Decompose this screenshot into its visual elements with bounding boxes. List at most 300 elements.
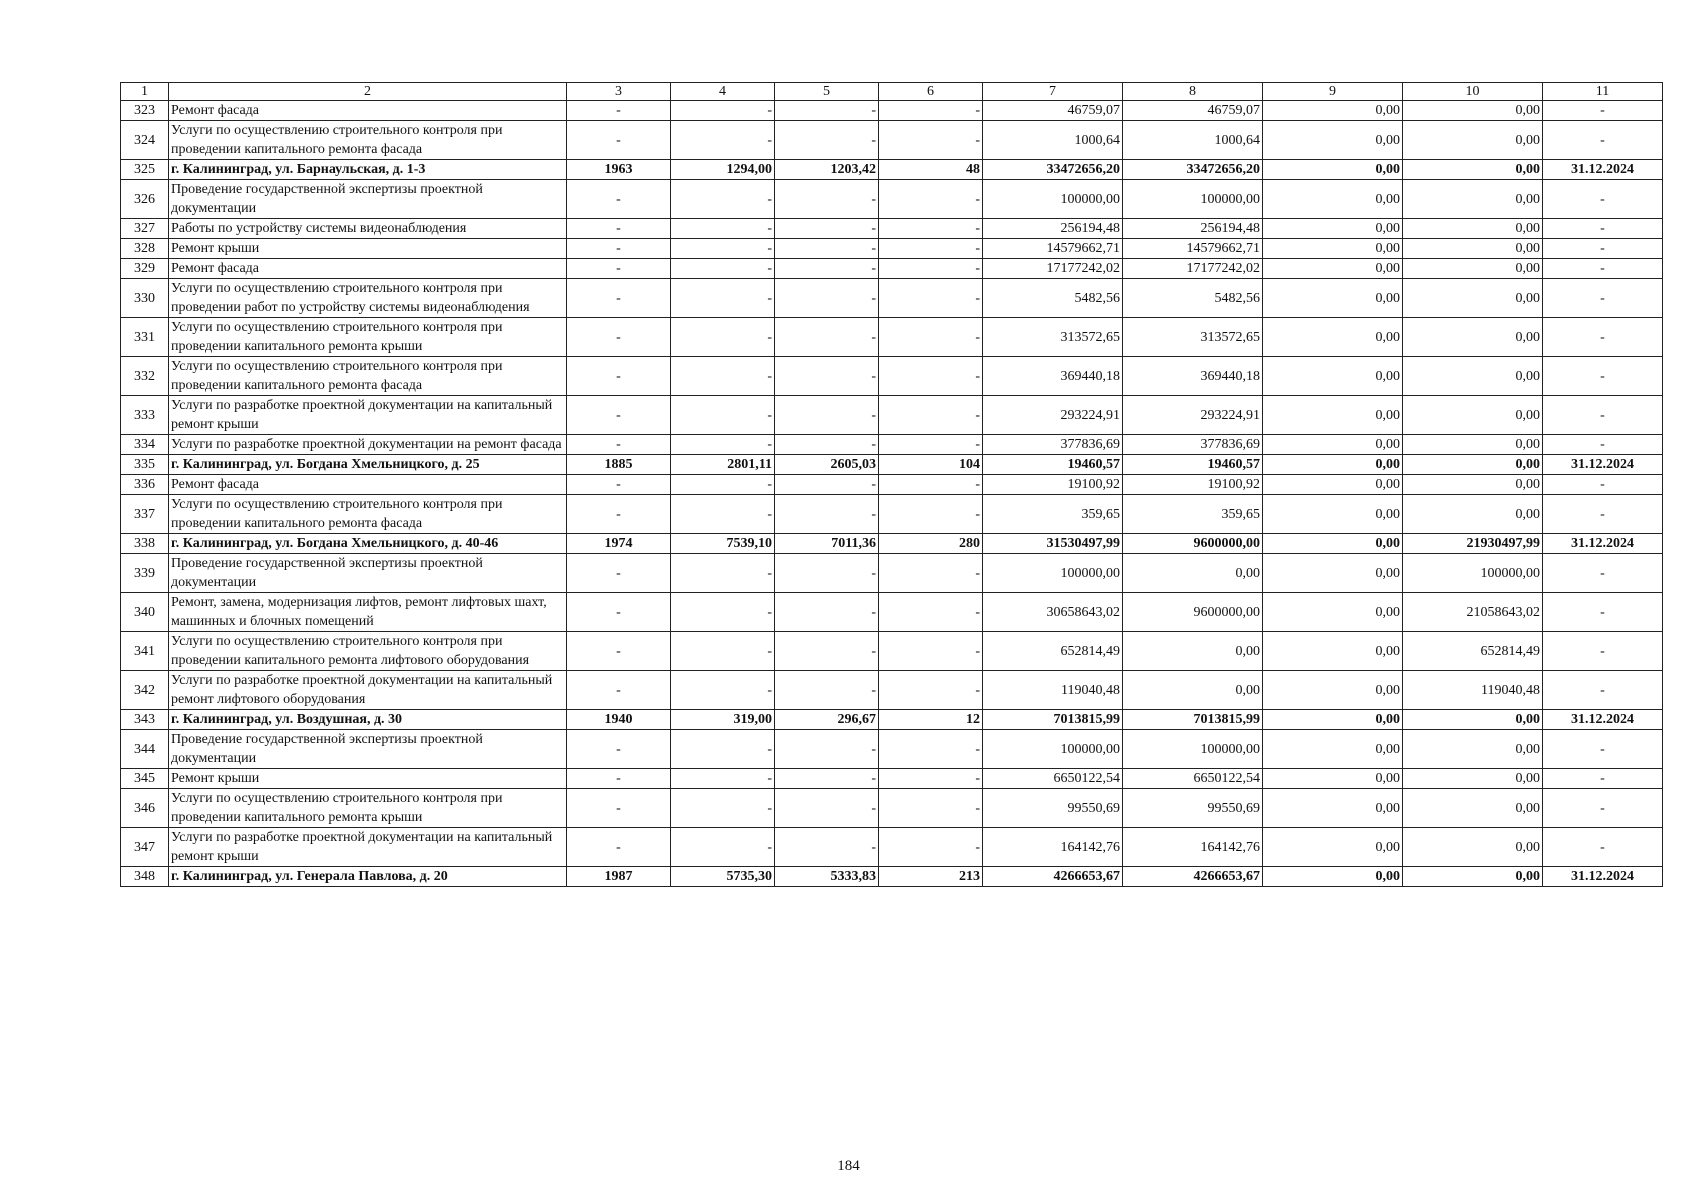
col-9-cell: 0,00 xyxy=(1263,259,1403,279)
col-8-cell: 19460,57 xyxy=(1123,455,1263,475)
col-10-cell: 0,00 xyxy=(1403,239,1543,259)
col-10-cell: 0,00 xyxy=(1403,357,1543,396)
col-7-cell: 46759,07 xyxy=(983,101,1123,121)
col-9-cell: 0,00 xyxy=(1263,632,1403,671)
table-body xyxy=(121,83,1663,887)
col-7-cell: 14579662,71 xyxy=(983,239,1123,259)
col-9-cell: 0,00 xyxy=(1263,455,1403,475)
row-description: Работы по устройству системы видеонаблюдения xyxy=(169,219,567,239)
col-9-cell: 0,00 xyxy=(1263,435,1403,455)
col-7-cell: 7013815,99 xyxy=(983,710,1123,730)
col-10-cell: 0,00 xyxy=(1403,259,1543,279)
row-number: 342 xyxy=(121,671,169,710)
col-4-cell: 5735,30 xyxy=(671,867,775,887)
col-8-cell: 0,00 xyxy=(1123,632,1263,671)
col-8-cell: 1000,64 xyxy=(1123,121,1263,160)
row-number: 345 xyxy=(121,769,169,789)
column-header: 8 xyxy=(1123,83,1263,101)
col-9-cell: 0,00 xyxy=(1263,769,1403,789)
col-7-cell: 652814,49 xyxy=(983,632,1123,671)
col-3-cell: - xyxy=(567,475,671,495)
col-10-cell: 119040,48 xyxy=(1403,671,1543,710)
col-5-cell: - xyxy=(775,279,879,318)
col-11-cell: 31.12.2024 xyxy=(1543,534,1663,554)
col-8-cell: 293224,91 xyxy=(1123,396,1263,435)
table-row xyxy=(121,121,1663,160)
column-header: 10 xyxy=(1403,83,1543,101)
col-8-cell: 0,00 xyxy=(1123,554,1263,593)
col-3-cell: 1885 xyxy=(567,455,671,475)
col-5-cell: - xyxy=(775,121,879,160)
col-7-cell: 33472656,20 xyxy=(983,160,1123,180)
page-number: 184 xyxy=(837,1158,860,1174)
col-8-cell: 313572,65 xyxy=(1123,318,1263,357)
col-10-cell: 0,00 xyxy=(1403,455,1543,475)
col-11-cell: - xyxy=(1543,279,1663,318)
col-4-cell: - xyxy=(671,259,775,279)
row-description: г. Калининград, ул. Воздушная, д. 30 xyxy=(169,710,567,730)
table-row xyxy=(121,475,1663,495)
col-10-cell: 0,00 xyxy=(1403,396,1543,435)
col-11-cell: - xyxy=(1543,121,1663,160)
row-description: г. Калининград, ул. Богдана Хмельницкого, д. 40-46 xyxy=(169,534,567,554)
table-row xyxy=(121,730,1663,769)
col-11-cell: - xyxy=(1543,396,1663,435)
col-4-cell: - xyxy=(671,396,775,435)
col-4-cell: - xyxy=(671,730,775,769)
table-row xyxy=(121,828,1663,867)
col-8-cell: 256194,48 xyxy=(1123,219,1263,239)
table-row xyxy=(121,534,1663,554)
col-4-cell: - xyxy=(671,593,775,632)
col-9-cell: 0,00 xyxy=(1263,671,1403,710)
col-11-cell: - xyxy=(1543,357,1663,396)
col-10-cell: 0,00 xyxy=(1403,730,1543,769)
col-5-cell: - xyxy=(775,475,879,495)
col-6-cell: 213 xyxy=(879,867,983,887)
col-11-cell: - xyxy=(1543,769,1663,789)
column-header: 1 xyxy=(121,83,169,101)
col-8-cell: 369440,18 xyxy=(1123,357,1263,396)
col-11-cell: - xyxy=(1543,554,1663,593)
column-number-header-row xyxy=(121,83,1663,101)
col-3-cell: 1987 xyxy=(567,867,671,887)
col-8-cell: 19100,92 xyxy=(1123,475,1263,495)
col-8-cell: 33472656,20 xyxy=(1123,160,1263,180)
col-3-cell: - xyxy=(567,435,671,455)
row-description: Услуги по осуществлению строительного контроля при проведении работ по устройству системы видеонаблюдения xyxy=(169,279,567,318)
row-description: Услуги по разработке проектной документации на капитальный ремонт крыши xyxy=(169,828,567,867)
col-3-cell: 1974 xyxy=(567,534,671,554)
col-5-cell: 5333,83 xyxy=(775,867,879,887)
col-5-cell: 7011,36 xyxy=(775,534,879,554)
col-5-cell: - xyxy=(775,789,879,828)
col-5-cell: - xyxy=(775,435,879,455)
col-4-cell: - xyxy=(671,101,775,121)
col-5-cell: - xyxy=(775,219,879,239)
col-3-cell: - xyxy=(567,279,671,318)
col-9-cell: 0,00 xyxy=(1263,495,1403,534)
row-description: Проведение государственной экспертизы проектной документации xyxy=(169,180,567,219)
col-9-cell: 0,00 xyxy=(1263,396,1403,435)
table-row xyxy=(121,593,1663,632)
row-number: 333 xyxy=(121,396,169,435)
col-9-cell: 0,00 xyxy=(1263,593,1403,632)
col-9-cell: 0,00 xyxy=(1263,475,1403,495)
col-4-cell: - xyxy=(671,475,775,495)
col-4-cell: - xyxy=(671,357,775,396)
col-3-cell: - xyxy=(567,769,671,789)
col-6-cell: - xyxy=(879,357,983,396)
col-10-cell: 0,00 xyxy=(1403,495,1543,534)
col-11-cell: - xyxy=(1543,239,1663,259)
row-description: Ремонт фасада xyxy=(169,475,567,495)
col-4-cell: - xyxy=(671,671,775,710)
col-11-cell: - xyxy=(1543,259,1663,279)
col-3-cell: - xyxy=(567,789,671,828)
col-3-cell: - xyxy=(567,101,671,121)
col-6-cell: - xyxy=(879,435,983,455)
table-row xyxy=(121,671,1663,710)
col-6-cell: 12 xyxy=(879,710,983,730)
col-6-cell: - xyxy=(879,769,983,789)
col-9-cell: 0,00 xyxy=(1263,828,1403,867)
row-number: 326 xyxy=(121,180,169,219)
col-11-cell: 31.12.2024 xyxy=(1543,455,1663,475)
col-5-cell: - xyxy=(775,495,879,534)
col-8-cell: 164142,76 xyxy=(1123,828,1263,867)
col-4-cell: - xyxy=(671,495,775,534)
col-8-cell: 9600000,00 xyxy=(1123,593,1263,632)
column-header: 7 xyxy=(983,83,1123,101)
table-row xyxy=(121,789,1663,828)
col-6-cell: 104 xyxy=(879,455,983,475)
row-number: 332 xyxy=(121,357,169,396)
row-description: г. Калининград, ул. Барнаульская, д. 1-3 xyxy=(169,160,567,180)
col-4-cell: - xyxy=(671,180,775,219)
col-7-cell: 119040,48 xyxy=(983,671,1123,710)
col-5-cell: 2605,03 xyxy=(775,455,879,475)
col-11-cell: - xyxy=(1543,593,1663,632)
col-5-cell: - xyxy=(775,828,879,867)
col-6-cell: - xyxy=(879,730,983,769)
col-8-cell: 4266653,67 xyxy=(1123,867,1263,887)
col-5-cell: - xyxy=(775,180,879,219)
row-number: 343 xyxy=(121,710,169,730)
col-11-cell: - xyxy=(1543,101,1663,121)
col-7-cell: 31530497,99 xyxy=(983,534,1123,554)
col-5-cell: - xyxy=(775,554,879,593)
col-6-cell: - xyxy=(879,396,983,435)
col-6-cell: - xyxy=(879,219,983,239)
col-7-cell: 4266653,67 xyxy=(983,867,1123,887)
col-7-cell: 1000,64 xyxy=(983,121,1123,160)
col-4-cell: - xyxy=(671,318,775,357)
col-11-cell: 31.12.2024 xyxy=(1543,867,1663,887)
col-6-cell: 48 xyxy=(879,160,983,180)
col-11-cell: 31.12.2024 xyxy=(1543,710,1663,730)
col-5-cell: - xyxy=(775,671,879,710)
col-7-cell: 100000,00 xyxy=(983,180,1123,219)
col-3-cell: - xyxy=(567,730,671,769)
row-number: 341 xyxy=(121,632,169,671)
col-9-cell: 0,00 xyxy=(1263,160,1403,180)
table-row xyxy=(121,435,1663,455)
col-6-cell: - xyxy=(879,554,983,593)
col-11-cell: - xyxy=(1543,318,1663,357)
col-5-cell: - xyxy=(775,769,879,789)
col-9-cell: 0,00 xyxy=(1263,710,1403,730)
row-description: Услуги по разработке проектной документации на ремонт фасада xyxy=(169,435,567,455)
document-table-wrapper xyxy=(120,82,1662,887)
row-description: г. Калининград, ул. Богдана Хмельницкого, д. 25 xyxy=(169,455,567,475)
col-8-cell: 100000,00 xyxy=(1123,730,1263,769)
column-header: 2 xyxy=(169,83,567,101)
col-7-cell: 359,65 xyxy=(983,495,1123,534)
row-number: 337 xyxy=(121,495,169,534)
col-7-cell: 19460,57 xyxy=(983,455,1123,475)
table-row xyxy=(121,160,1663,180)
row-description: Проведение государственной экспертизы проектной документации xyxy=(169,730,567,769)
col-8-cell: 377836,69 xyxy=(1123,435,1263,455)
row-number: 328 xyxy=(121,239,169,259)
col-5-cell: - xyxy=(775,101,879,121)
col-11-cell: - xyxy=(1543,671,1663,710)
col-3-cell: - xyxy=(567,219,671,239)
col-10-cell: 0,00 xyxy=(1403,318,1543,357)
col-11-cell: - xyxy=(1543,180,1663,219)
col-5-cell: - xyxy=(775,396,879,435)
col-10-cell: 0,00 xyxy=(1403,769,1543,789)
col-3-cell: - xyxy=(567,259,671,279)
col-9-cell: 0,00 xyxy=(1263,730,1403,769)
col-8-cell: 359,65 xyxy=(1123,495,1263,534)
row-description: Услуги по осуществлению строительного контроля при проведении капитального ремонта фасада xyxy=(169,495,567,534)
row-description: Ремонт крыши xyxy=(169,239,567,259)
col-3-cell: - xyxy=(567,593,671,632)
col-7-cell: 100000,00 xyxy=(983,730,1123,769)
row-description: Ремонт фасада xyxy=(169,259,567,279)
col-4-cell: - xyxy=(671,279,775,318)
row-number: 347 xyxy=(121,828,169,867)
row-description: Услуги по осуществлению строительного контроля при проведении капитального ремонта лифтового оборудования xyxy=(169,632,567,671)
row-description: Проведение государственной экспертизы проектной документации xyxy=(169,554,567,593)
col-10-cell: 0,00 xyxy=(1403,279,1543,318)
col-4-cell: 1294,00 xyxy=(671,160,775,180)
col-7-cell: 164142,76 xyxy=(983,828,1123,867)
col-6-cell: - xyxy=(879,180,983,219)
col-4-cell: - xyxy=(671,239,775,259)
col-3-cell: - xyxy=(567,396,671,435)
table-row xyxy=(121,455,1663,475)
col-5-cell: - xyxy=(775,318,879,357)
table-row xyxy=(121,632,1663,671)
col-6-cell: - xyxy=(879,101,983,121)
col-9-cell: 0,00 xyxy=(1263,279,1403,318)
col-9-cell: 0,00 xyxy=(1263,180,1403,219)
col-5-cell: - xyxy=(775,239,879,259)
row-description: Услуги по осуществлению строительного контроля при проведении капитального ремонта крыши xyxy=(169,318,567,357)
col-10-cell: 0,00 xyxy=(1403,160,1543,180)
col-6-cell: - xyxy=(879,259,983,279)
col-5-cell: - xyxy=(775,357,879,396)
row-description: Услуги по разработке проектной документации на капитальный ремонт крыши xyxy=(169,396,567,435)
col-3-cell: - xyxy=(567,554,671,593)
col-9-cell: 0,00 xyxy=(1263,789,1403,828)
col-5-cell: 296,67 xyxy=(775,710,879,730)
col-3-cell: 1940 xyxy=(567,710,671,730)
col-11-cell: - xyxy=(1543,730,1663,769)
column-header: 6 xyxy=(879,83,983,101)
col-10-cell: 21058643,02 xyxy=(1403,593,1543,632)
col-11-cell: - xyxy=(1543,495,1663,534)
table-row xyxy=(121,259,1663,279)
col-7-cell: 313572,65 xyxy=(983,318,1123,357)
col-11-cell: - xyxy=(1543,828,1663,867)
table-row xyxy=(121,239,1663,259)
col-6-cell: - xyxy=(879,318,983,357)
col-6-cell: - xyxy=(879,495,983,534)
column-header: 4 xyxy=(671,83,775,101)
col-8-cell: 46759,07 xyxy=(1123,101,1263,121)
col-9-cell: 0,00 xyxy=(1263,219,1403,239)
col-4-cell: - xyxy=(671,789,775,828)
col-6-cell: 280 xyxy=(879,534,983,554)
col-7-cell: 377836,69 xyxy=(983,435,1123,455)
col-9-cell: 0,00 xyxy=(1263,534,1403,554)
row-description: г. Калининград, ул. Генерала Павлова, д. 20 xyxy=(169,867,567,887)
row-description: Услуги по осуществлению строительного контроля при проведении капитального ремонта фасада xyxy=(169,357,567,396)
row-number: 324 xyxy=(121,121,169,160)
col-7-cell: 17177242,02 xyxy=(983,259,1123,279)
col-8-cell: 9600000,00 xyxy=(1123,534,1263,554)
col-6-cell: - xyxy=(879,828,983,867)
col-4-cell: - xyxy=(671,435,775,455)
col-8-cell: 5482,56 xyxy=(1123,279,1263,318)
col-6-cell: - xyxy=(879,279,983,318)
col-10-cell: 0,00 xyxy=(1403,475,1543,495)
col-8-cell: 6650122,54 xyxy=(1123,769,1263,789)
row-description: Услуги по осуществлению строительного контроля при проведении капитального ремонта фасада xyxy=(169,121,567,160)
table-row xyxy=(121,357,1663,396)
row-description: Ремонт, замена, модернизация лифтов, ремонт лифтовых шахт, машинных и блочных помещений xyxy=(169,593,567,632)
col-3-cell: - xyxy=(567,671,671,710)
col-9-cell: 0,00 xyxy=(1263,318,1403,357)
col-11-cell: - xyxy=(1543,219,1663,239)
col-9-cell: 0,00 xyxy=(1263,101,1403,121)
row-description: Ремонт крыши xyxy=(169,769,567,789)
row-number: 330 xyxy=(121,279,169,318)
col-10-cell: 0,00 xyxy=(1403,219,1543,239)
col-6-cell: - xyxy=(879,671,983,710)
col-4-cell: - xyxy=(671,121,775,160)
col-10-cell: 0,00 xyxy=(1403,101,1543,121)
col-3-cell: - xyxy=(567,828,671,867)
col-5-cell: 1203,42 xyxy=(775,160,879,180)
col-10-cell: 0,00 xyxy=(1403,435,1543,455)
col-7-cell: 19100,92 xyxy=(983,475,1123,495)
col-9-cell: 0,00 xyxy=(1263,867,1403,887)
col-5-cell: - xyxy=(775,730,879,769)
row-description: Ремонт фасада xyxy=(169,101,567,121)
col-8-cell: 100000,00 xyxy=(1123,180,1263,219)
col-10-cell: 0,00 xyxy=(1403,867,1543,887)
col-8-cell: 99550,69 xyxy=(1123,789,1263,828)
col-7-cell: 369440,18 xyxy=(983,357,1123,396)
col-11-cell: - xyxy=(1543,475,1663,495)
col-11-cell: - xyxy=(1543,632,1663,671)
col-4-cell: - xyxy=(671,632,775,671)
table-row xyxy=(121,710,1663,730)
table-row xyxy=(121,867,1663,887)
col-3-cell: - xyxy=(567,239,671,259)
col-7-cell: 100000,00 xyxy=(983,554,1123,593)
col-11-cell: - xyxy=(1543,789,1663,828)
col-4-cell: 7539,10 xyxy=(671,534,775,554)
col-5-cell: - xyxy=(775,632,879,671)
table-row xyxy=(121,219,1663,239)
row-description: Услуги по разработке проектной документации на капитальный ремонт лифтового оборудования xyxy=(169,671,567,710)
col-10-cell: 0,00 xyxy=(1403,121,1543,160)
col-10-cell: 652814,49 xyxy=(1403,632,1543,671)
column-header: 11 xyxy=(1543,83,1663,101)
col-6-cell: - xyxy=(879,475,983,495)
col-3-cell: - xyxy=(567,495,671,534)
table-row xyxy=(121,396,1663,435)
table-row xyxy=(121,769,1663,789)
row-number: 346 xyxy=(121,789,169,828)
col-4-cell: - xyxy=(671,219,775,239)
col-3-cell: - xyxy=(567,632,671,671)
col-6-cell: - xyxy=(879,632,983,671)
col-6-cell: - xyxy=(879,593,983,632)
row-number: 329 xyxy=(121,259,169,279)
col-3-cell: - xyxy=(567,318,671,357)
col-10-cell: 100000,00 xyxy=(1403,554,1543,593)
table-row xyxy=(121,101,1663,121)
col-10-cell: 21930497,99 xyxy=(1403,534,1543,554)
row-number: 325 xyxy=(121,160,169,180)
row-number: 336 xyxy=(121,475,169,495)
col-10-cell: 0,00 xyxy=(1403,828,1543,867)
col-11-cell: 31.12.2024 xyxy=(1543,160,1663,180)
col-3-cell: 1963 xyxy=(567,160,671,180)
col-9-cell: 0,00 xyxy=(1263,357,1403,396)
row-number: 331 xyxy=(121,318,169,357)
col-5-cell: - xyxy=(775,593,879,632)
row-number: 335 xyxy=(121,455,169,475)
col-4-cell: - xyxy=(671,828,775,867)
col-4-cell: 2801,11 xyxy=(671,455,775,475)
col-8-cell: 0,00 xyxy=(1123,671,1263,710)
col-7-cell: 256194,48 xyxy=(983,219,1123,239)
col-7-cell: 293224,91 xyxy=(983,396,1123,435)
row-number: 348 xyxy=(121,867,169,887)
column-header: 3 xyxy=(567,83,671,101)
table-row xyxy=(121,279,1663,318)
row-number: 344 xyxy=(121,730,169,769)
col-7-cell: 6650122,54 xyxy=(983,769,1123,789)
row-number: 323 xyxy=(121,101,169,121)
col-6-cell: - xyxy=(879,789,983,828)
table-row xyxy=(121,495,1663,534)
col-10-cell: 0,00 xyxy=(1403,180,1543,219)
col-4-cell: - xyxy=(671,554,775,593)
column-header: 9 xyxy=(1263,83,1403,101)
col-9-cell: 0,00 xyxy=(1263,121,1403,160)
col-4-cell: 319,00 xyxy=(671,710,775,730)
col-7-cell: 30658643,02 xyxy=(983,593,1123,632)
